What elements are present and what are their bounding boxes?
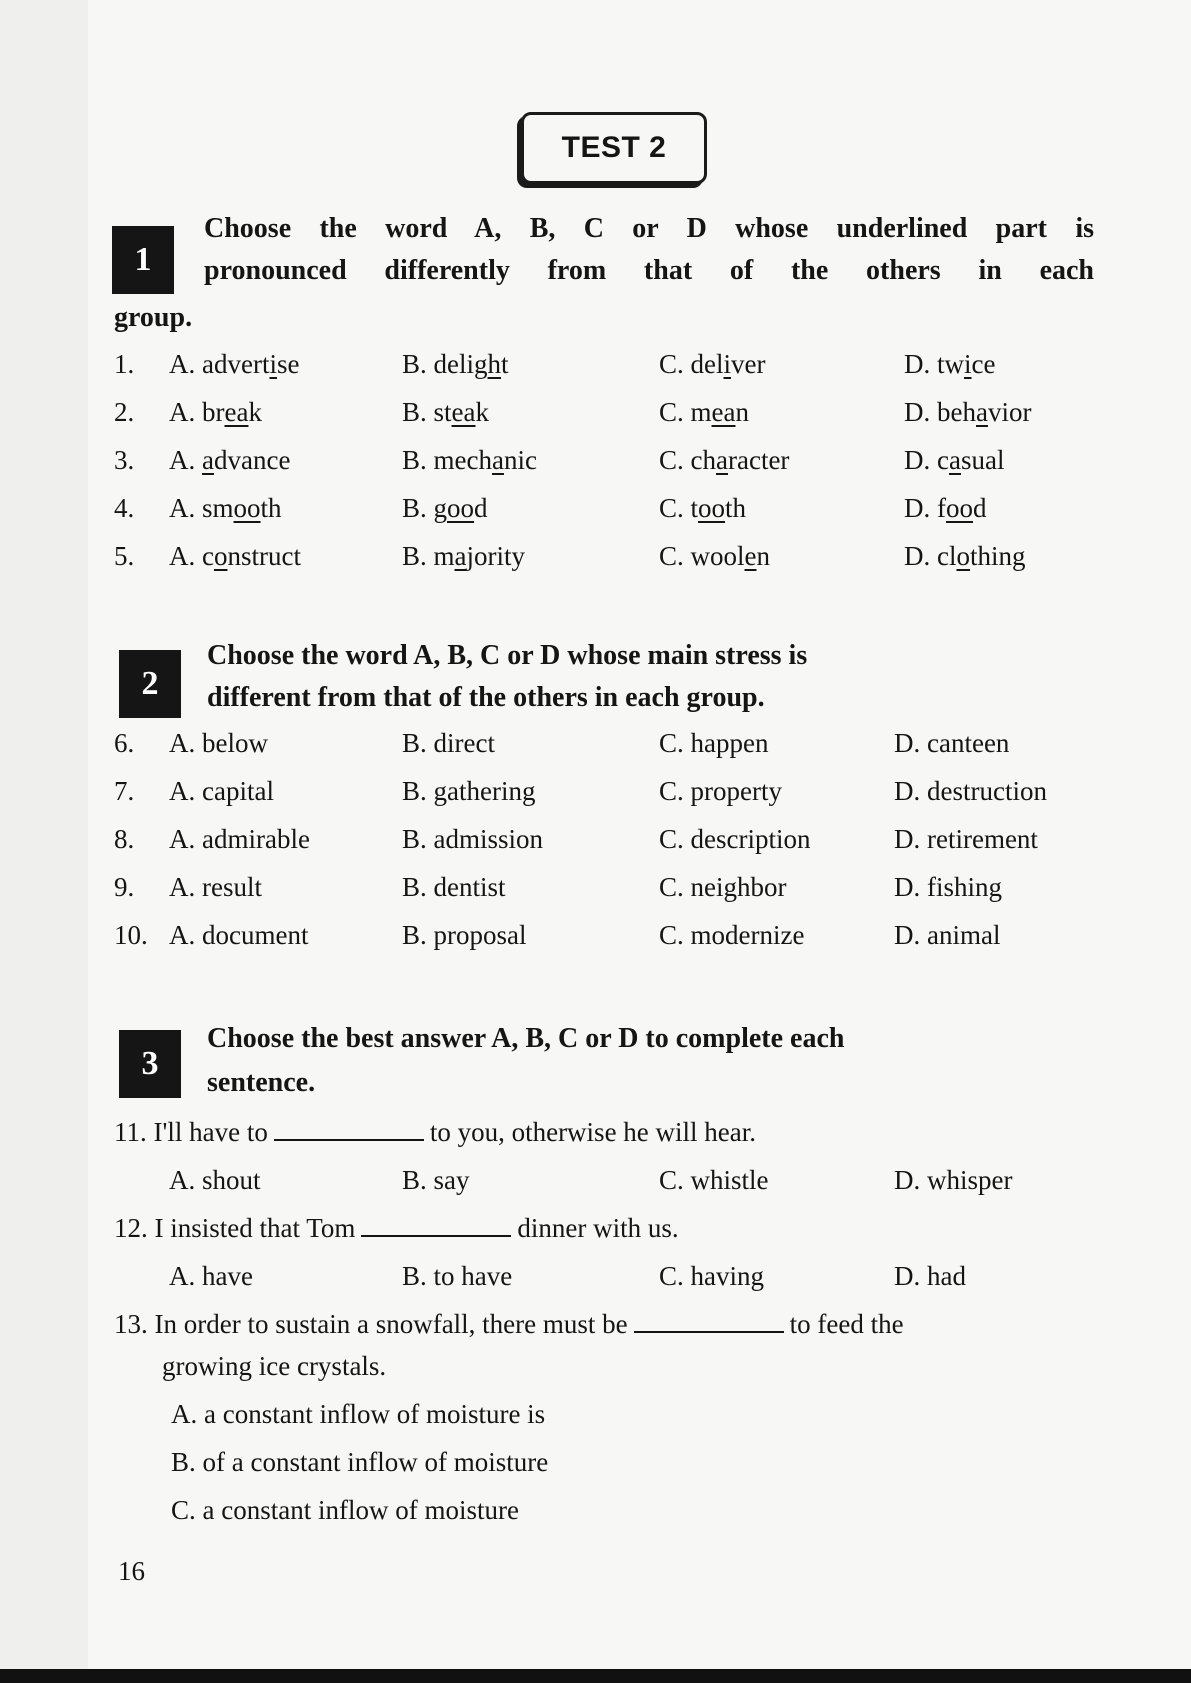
section-2-instruction-line1: Choose the word A, B, C or D whose main stress is — [207, 640, 808, 671]
option-text: C. ch — [659, 445, 716, 475]
question-number: 8. — [114, 824, 135, 854]
question-row — [114, 773, 1104, 809]
option-d: D. retirement — [894, 824, 1038, 854]
underlined-part: ea — [711, 397, 736, 427]
option-text: A. sm — [169, 493, 234, 523]
section-2-number: 2 — [119, 650, 181, 718]
option-d — [904, 394, 1031, 430]
option-text: C. del — [659, 349, 724, 379]
option-d — [904, 490, 987, 526]
option-text: n — [735, 397, 749, 427]
option-text: B. deli — [402, 349, 474, 379]
question-11-options — [114, 1162, 1104, 1198]
section-1-instruction-line3: group. — [114, 302, 193, 333]
option-d: D. canteen — [894, 728, 1010, 758]
question-12 — [114, 1210, 679, 1246]
question-row — [114, 394, 1104, 430]
option-b: B. to have — [402, 1261, 513, 1291]
underlined-part: oo — [447, 493, 475, 523]
underlined-part: a — [716, 445, 728, 475]
option-d: D. fishing — [894, 872, 1002, 902]
question-number: 9. — [114, 872, 135, 902]
answer-blank — [361, 1213, 511, 1237]
option-b — [402, 394, 489, 430]
question-row — [114, 725, 1104, 761]
option-a: A. document — [169, 920, 309, 950]
option-text: vior — [987, 397, 1032, 427]
option-c: C. property — [659, 776, 782, 806]
option-c — [659, 346, 766, 382]
option-c: C. neighbor — [659, 872, 787, 902]
option-text: A. c — [169, 541, 214, 571]
section-1-instruction-line2: pronounced differently from that of the others in each — [204, 255, 1094, 286]
option-b: B. proposal — [402, 920, 527, 950]
question-13-line2: growing ice crystals. — [162, 1351, 387, 1381]
option-text: C. t — [659, 493, 699, 523]
option-d: D. animal — [894, 920, 1001, 950]
question-11 — [114, 1114, 756, 1150]
option-b: B. say — [402, 1165, 470, 1195]
section-1-instruction-line1: Choose the word A, B, C or D whose underlined part is — [204, 213, 1094, 244]
option-text: t — [501, 349, 509, 379]
option-text: d — [474, 493, 488, 523]
option-d — [904, 442, 1004, 478]
answer-blank — [274, 1117, 424, 1141]
bottom-border — [0, 1669, 1191, 1683]
underlined-part: a — [975, 397, 988, 427]
section-3-number: 3 — [119, 1030, 181, 1098]
question-number: 3. — [114, 445, 135, 475]
option-c: C. modernize — [659, 920, 805, 950]
option-text: nstruct — [227, 541, 301, 571]
option-a — [169, 490, 282, 526]
underlined-part: a — [491, 445, 504, 475]
option-text: A. advert — [169, 349, 270, 379]
underlined-part: o — [956, 541, 970, 571]
option-c: C. happen — [659, 728, 769, 758]
question-row — [114, 917, 1104, 953]
option-text: C. wool — [659, 541, 745, 571]
underlined-part: oo — [233, 493, 261, 523]
option-text: th — [725, 493, 747, 523]
question-12-options — [114, 1258, 1104, 1294]
option-b — [402, 346, 509, 382]
question-row — [114, 346, 1104, 382]
underlined-part: a — [948, 445, 961, 475]
underlined-part: oo — [698, 493, 726, 523]
option-c: C. having — [659, 1261, 764, 1291]
underlined-part: gh — [474, 349, 501, 379]
question-row — [114, 821, 1104, 857]
option-d: D. destruction — [894, 776, 1047, 806]
question-number: 2. — [114, 397, 135, 427]
question-number: 7. — [114, 776, 135, 806]
question-11-after: to you, otherwise he will hear. — [429, 1117, 757, 1147]
option-text: k — [248, 397, 262, 427]
option-text: B. st — [402, 397, 452, 427]
option-c: C. a constant inflow of moisture — [171, 1495, 519, 1525]
underlined-part: i — [269, 349, 277, 379]
option-b: B. direct — [402, 728, 495, 758]
option-text: k — [475, 397, 489, 427]
option-a: A. a constant inflow of moisture is — [171, 1399, 546, 1429]
question-row — [114, 869, 1104, 905]
option-text: B. m — [402, 541, 455, 571]
option-b: B. dentist — [402, 872, 506, 902]
option-text: B. mech — [402, 445, 492, 475]
option-a — [169, 538, 301, 574]
option-b — [402, 538, 525, 574]
underlined-part: oo — [946, 493, 973, 523]
underlined-part: a — [202, 445, 214, 475]
option-text: n — [756, 541, 770, 571]
question-number: 1. — [114, 349, 135, 379]
option-text: B. g — [402, 493, 448, 523]
option-a: A. shout — [169, 1165, 261, 1195]
option-text: jority — [466, 541, 525, 571]
option-text: D. cl — [904, 541, 957, 571]
option-b: B. gathering — [402, 776, 536, 806]
option-text: racter — [727, 445, 790, 475]
option-c — [659, 394, 749, 430]
question-row — [114, 490, 1104, 526]
option-b: B. admission — [402, 824, 544, 854]
option-a: A. below — [169, 728, 268, 758]
test-title: TEST 2 — [521, 112, 707, 184]
underlined-part: ea — [224, 397, 249, 427]
option-d: D. had — [894, 1261, 966, 1291]
underlined-part: e — [744, 541, 757, 571]
option-text: sual — [960, 445, 1005, 475]
underlined-part: i — [723, 349, 732, 379]
option-d: D. whisper — [894, 1165, 1013, 1195]
option-c: C. description — [659, 824, 811, 854]
option-a: A. capital — [169, 776, 274, 806]
question-13-after: to feed the — [789, 1309, 904, 1339]
option-text: d — [973, 493, 987, 523]
option-text: A. br — [169, 397, 225, 427]
option-a — [169, 394, 262, 430]
option-text: C. m — [659, 397, 712, 427]
option-text: D. beh — [904, 397, 976, 427]
question-number: 10. — [114, 920, 148, 950]
question-number: 5. — [114, 541, 135, 571]
question-12-after: dinner with us. — [517, 1213, 679, 1243]
question-row — [114, 538, 1104, 574]
option-b — [402, 490, 488, 526]
question-13 — [114, 1306, 904, 1342]
option-a: A. admirable — [169, 824, 310, 854]
option-a: A. result — [169, 872, 262, 902]
section-2-instruction-line2: different from that of the others in each group. — [207, 682, 765, 713]
underlined-part: ea — [451, 397, 476, 427]
option-d — [904, 346, 995, 382]
page-number: 16 — [118, 1556, 145, 1586]
underlined-part: a — [454, 541, 467, 571]
question-number: 6. — [114, 728, 135, 758]
option-text: ce — [971, 349, 996, 379]
option-b: B. of a constant inflow of moisture — [171, 1447, 549, 1477]
option-text: A. — [169, 445, 202, 475]
option-text: ver — [731, 349, 766, 379]
option-text: se — [276, 349, 300, 379]
option-a — [169, 442, 290, 478]
option-a: A. have — [169, 1261, 253, 1291]
option-text: thing — [969, 541, 1026, 571]
option-text: nic — [503, 445, 537, 475]
option-c — [659, 490, 746, 526]
option-d — [904, 538, 1026, 574]
option-text: dvance — [213, 445, 291, 475]
question-12-before: 12. I insisted that Tom — [114, 1213, 356, 1243]
option-text: D. tw — [904, 349, 964, 379]
option-c: C. whistle — [659, 1165, 769, 1195]
option-text: D. f — [904, 493, 946, 523]
answer-blank — [634, 1309, 784, 1333]
underlined-part: o — [213, 541, 228, 571]
option-text: th — [260, 493, 282, 523]
question-13-before: 13. In order to sustain a snowfall, there must be — [114, 1309, 628, 1339]
option-a — [169, 346, 299, 382]
question-row — [114, 442, 1104, 478]
option-c — [659, 538, 770, 574]
question-11-before: 11. I'll have to — [114, 1117, 268, 1147]
question-number: 4. — [114, 493, 135, 523]
underlined-part: i — [964, 349, 972, 379]
option-b — [402, 442, 537, 478]
section-1-number: 1 — [112, 226, 174, 294]
option-c — [659, 442, 789, 478]
section-3-instruction-line2: sentence. — [207, 1067, 316, 1098]
section-3-instruction-line1: Choose the best answer A, B, C or D to complete each — [207, 1023, 845, 1054]
option-text: D. c — [904, 445, 949, 475]
